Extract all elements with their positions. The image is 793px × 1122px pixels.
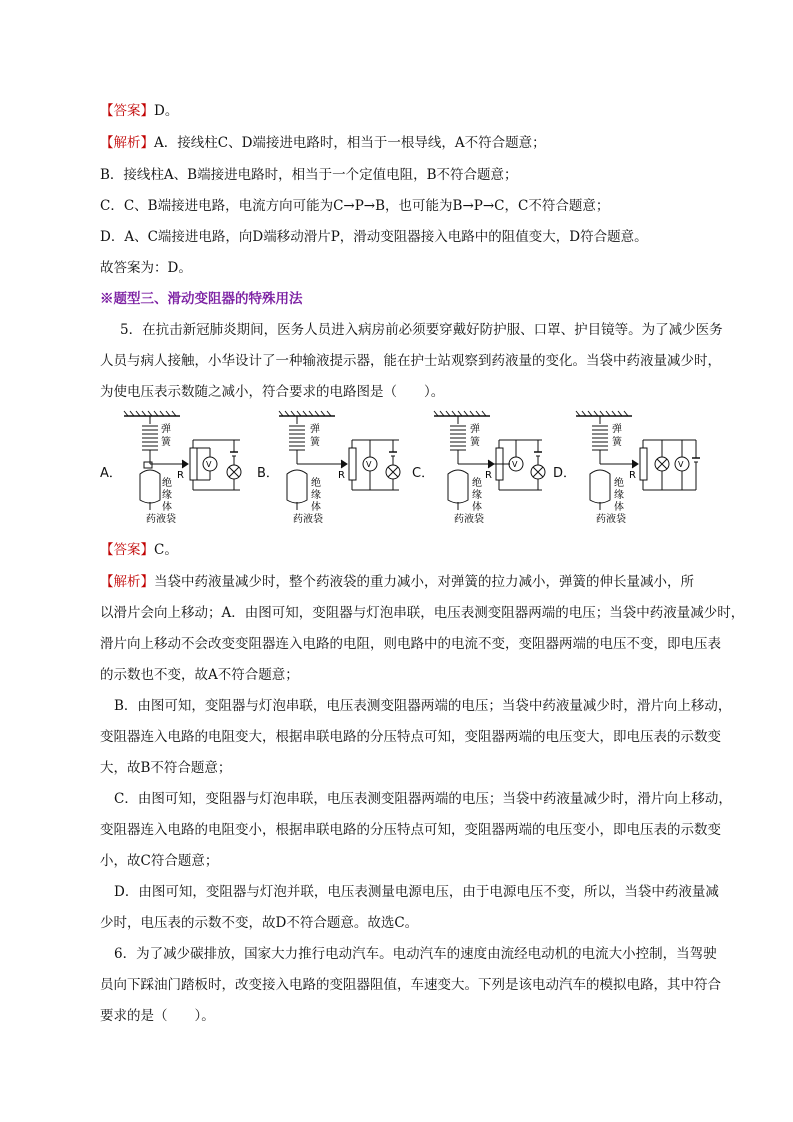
spring-label-1: 弹: [612, 424, 622, 435]
analysis-5-b-line-3: 大，故B不符合题意；: [100, 760, 232, 776]
circuit-diagram-a: [120, 410, 250, 528]
analysis-5-c-line-3: 小，故C符合题意；: [100, 853, 219, 869]
answer-5: [100, 540, 178, 560]
resistor-label: R: [338, 470, 345, 481]
spring-label-1: 弹: [310, 424, 320, 435]
question-6-line-2: 员向下踩油门踏板时，改变接入电路的变阻器阻值，车速变大。下列是该电动汽车的模拟电路，其中符合: [100, 977, 721, 993]
insulator-label-3: 体: [472, 502, 482, 513]
analysis-5-b-line-1: B．由图可知，变阻器与灯泡串联，电压表测变阻器两端的电压；当袋中药液量减少时，滑片向上移动，: [114, 698, 732, 714]
question-6-line-3: 要求的是（ ）。: [100, 1008, 215, 1024]
answer-text: D。: [154, 103, 179, 119]
analysis-5-line-3: 滑片向上移动不会改变变阻器连入电路的电阻，则电路中的电流不变，变阻器两端的电压不变，即电压表: [100, 636, 721, 652]
question-5-line-3: 为使电压表示数随之减小，符合要求的电路图是（ ）。: [100, 384, 445, 400]
analysis-5-d-line-1: D．由图可知，变阻器与灯泡并联，电压表测量电源电压，由于电源电压不变，所以，当袋中药液量减: [114, 884, 719, 900]
answer-tag: 【答案】: [100, 542, 154, 558]
insulator-label-3: 体: [162, 502, 172, 513]
analysis-4-line-d: D．A、C端接进电路，向D端移动滑片P，滑动变阻器接入电路中的阻值变大，D符合题意。: [100, 229, 648, 245]
spring-label-2: 簧: [310, 437, 320, 448]
analysis-4-conclusion: 故答案为：D。: [100, 260, 192, 276]
spring-label-2: 簧: [470, 437, 480, 448]
insulator-label-3: 体: [311, 502, 321, 513]
option-b-label: B．: [257, 466, 279, 481]
bag-label: 药液袋: [596, 514, 626, 525]
analysis-4-line-a: [100, 133, 546, 153]
question-5-line-2: 人员与病人接触，小华设计了一种输液提示器，能在护士站观察到药液量的变化。当袋中药液量减少时，: [100, 353, 721, 369]
option-c-label: C．: [412, 466, 435, 481]
answer-4: [100, 101, 178, 121]
spring-label-2: 簧: [161, 437, 171, 448]
insulator-label-2: 缘: [162, 490, 172, 501]
spring-label-2: 簧: [612, 437, 622, 448]
insulator-label-1: 绝: [162, 478, 172, 489]
resistor-label: R: [485, 470, 492, 481]
insulator-label-2: 缘: [472, 490, 482, 501]
analysis-5-line-1: [100, 572, 694, 592]
analysis-5-c-line-1: C．由图可知，变阻器与灯泡串联，电压表测变阻器两端的电压；当袋中药液量减少时，滑片向上移动，: [114, 791, 732, 807]
analysis-text: A．接线柱C、D端接进电路时，相当于一根导线，A不符合题意；: [154, 135, 546, 151]
insulator-label-1: 绝: [614, 478, 624, 489]
resistor-label: R: [629, 470, 636, 481]
analysis-5-d-line-2: 少时，电压表的示数不变，故D不符合题意。故选C。: [100, 915, 419, 931]
voltmeter-label: V: [678, 460, 684, 469]
voltmeter-label: V: [206, 460, 212, 469]
analysis-5-line-2: 以滑片会向上移动；A．由图可知，变阻器与灯泡串联，电压表测变阻器两端的电压；当袋中药液量减少时，: [100, 605, 745, 621]
analysis-text: 当袋中药液量减少时，整个药液袋的重力减小，对弹簧的拉力减小，弹簧的伸长量减小，所: [154, 574, 694, 590]
insulator-label-1: 绝: [472, 478, 482, 489]
analysis-tag: 【解析】: [100, 574, 154, 590]
insulator-label-1: 绝: [311, 478, 321, 489]
circuit-diagram-c: [430, 410, 550, 528]
bag-label: 药液袋: [146, 514, 176, 525]
insulator-label-3: 体: [614, 502, 624, 513]
analysis-tag: 【解析】: [100, 135, 154, 151]
voltmeter-label: V: [512, 460, 518, 469]
analysis-5-line-4: 的示数也不变，故A不符合题意；: [100, 667, 299, 683]
insulator-label-2: 缘: [614, 490, 624, 501]
answer-tag: 【答案】: [100, 103, 154, 119]
bag-label: 药液袋: [293, 514, 323, 525]
spring-label-1: 弹: [161, 424, 171, 435]
insulator-label-2: 缘: [311, 490, 321, 501]
voltmeter-label: V: [366, 460, 372, 469]
spring-label-1: 弹: [470, 424, 480, 435]
circuit-diagram-d: [572, 410, 702, 528]
analysis-5-c-line-2: 变阻器连入电路的电阻变小，根据串联电路的分压特点可知，变阻器两端的电压变小，即电压表的示数变: [100, 822, 721, 838]
analysis-5-b-line-2: 变阻器连入电路的电阻变大，根据串联电路的分压特点可知，变阻器两端的电压变大，即电压表的示数变: [100, 729, 721, 745]
option-d-label: D．: [553, 466, 577, 481]
resistor-label: R: [177, 470, 184, 481]
question-5-line-1: 5．在抗击新冠肺炎期间，医务人员进入病房前必须要穿戴好防护服、口罩、护目镜等。为了减少医务: [120, 322, 723, 338]
section-title: ※题型三、滑动变阻器的特殊用法: [100, 291, 303, 307]
circuit-diagram-b: [275, 410, 405, 528]
bag-label: 药液袋: [454, 514, 484, 525]
analysis-4-line-b: B．接线柱A、B端接进电路时，相当于一个定值电阻，B不符合题意；: [100, 167, 518, 183]
analysis-4-line-c: C．C、B端接进电路，电流方向可能为C→P→B，也可能为B→P→C，C不符合题意；: [100, 198, 610, 214]
option-a-label: A．: [100, 466, 122, 481]
answer-text: C。: [154, 542, 178, 558]
question-6-line-1: 6．为了减少碳排放，国家大力推行电动汽车。电动汽车的速度由流经电动机的电流大小控制，当驾驶: [114, 946, 717, 962]
